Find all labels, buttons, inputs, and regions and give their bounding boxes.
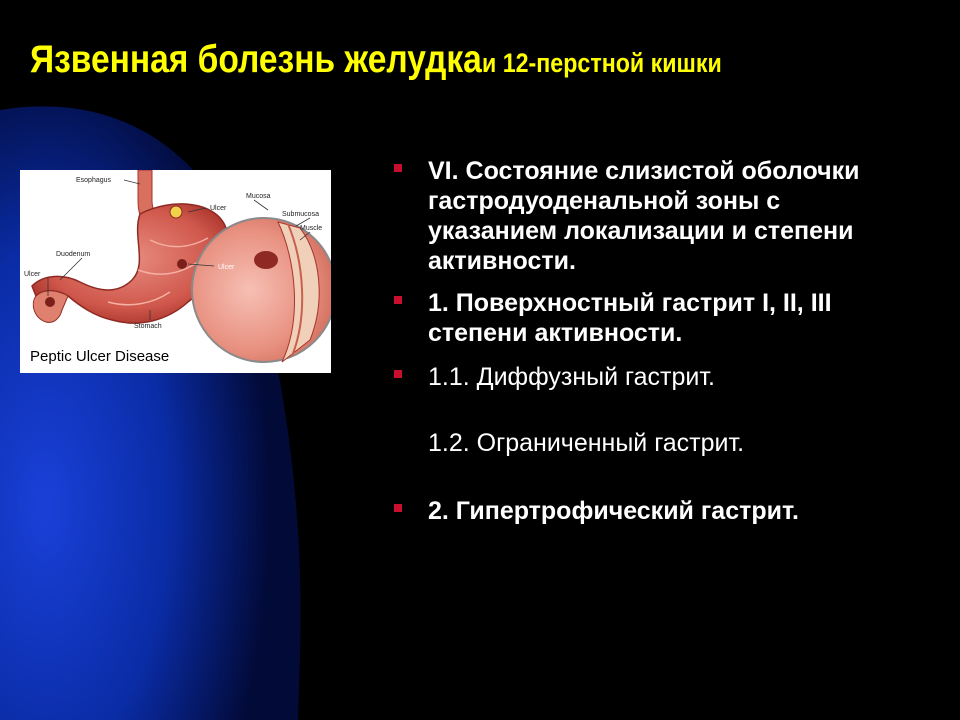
slide-title — [30, 38, 761, 82]
bullet-square-icon — [394, 164, 402, 172]
label-duodenum: Duodenum — [56, 251, 91, 258]
bullet-text: 1.1. Диффузный гастрит. — [428, 363, 715, 391]
stomach-anatomy-drawing — [20, 170, 331, 373]
bullet-text: 1.2. Ограниченный гастрит. — [428, 429, 745, 457]
bullet-list — [394, 156, 914, 526]
bullet-item — [394, 288, 914, 348]
label-submucosa: Submucosa — [282, 211, 319, 218]
sub-item — [394, 428, 914, 458]
title-main: Язвенная болезнь желудка — [30, 38, 482, 81]
label-muscle: Muscle — [300, 225, 323, 232]
bullet-square-icon — [394, 504, 402, 512]
title-subtitle: и 12-перстной кишки — [482, 48, 723, 78]
label-stomach: Stomach — [134, 323, 162, 330]
bullet-text: 2. Гипертрофический гастрит. — [428, 497, 799, 525]
bullet-item — [394, 496, 914, 526]
bullet-text: 1. Поверхностный гастрит I, II, III степени активности. — [428, 289, 832, 347]
label-mucosa: Mucosa — [246, 193, 271, 200]
label-ulcer-top: Ulcer — [210, 205, 227, 212]
bullet-square-icon — [394, 296, 402, 304]
peptic-ulcer-illustration — [20, 170, 331, 373]
bullet-item — [394, 362, 914, 392]
bullet-square-icon — [394, 370, 402, 378]
figure-caption: Peptic Ulcer Disease — [30, 348, 170, 365]
label-esophagus: Esophagus — [76, 177, 112, 184]
bullet-text: VI. Состояние слизистой оболочки гастродуоденальной зоны с указанием локализации и степени активности. — [428, 157, 860, 275]
label-ulcer-left: Ulcer — [24, 271, 41, 278]
label-ulcer-mid: Ulcer — [218, 264, 235, 271]
bullet-item — [394, 156, 914, 276]
